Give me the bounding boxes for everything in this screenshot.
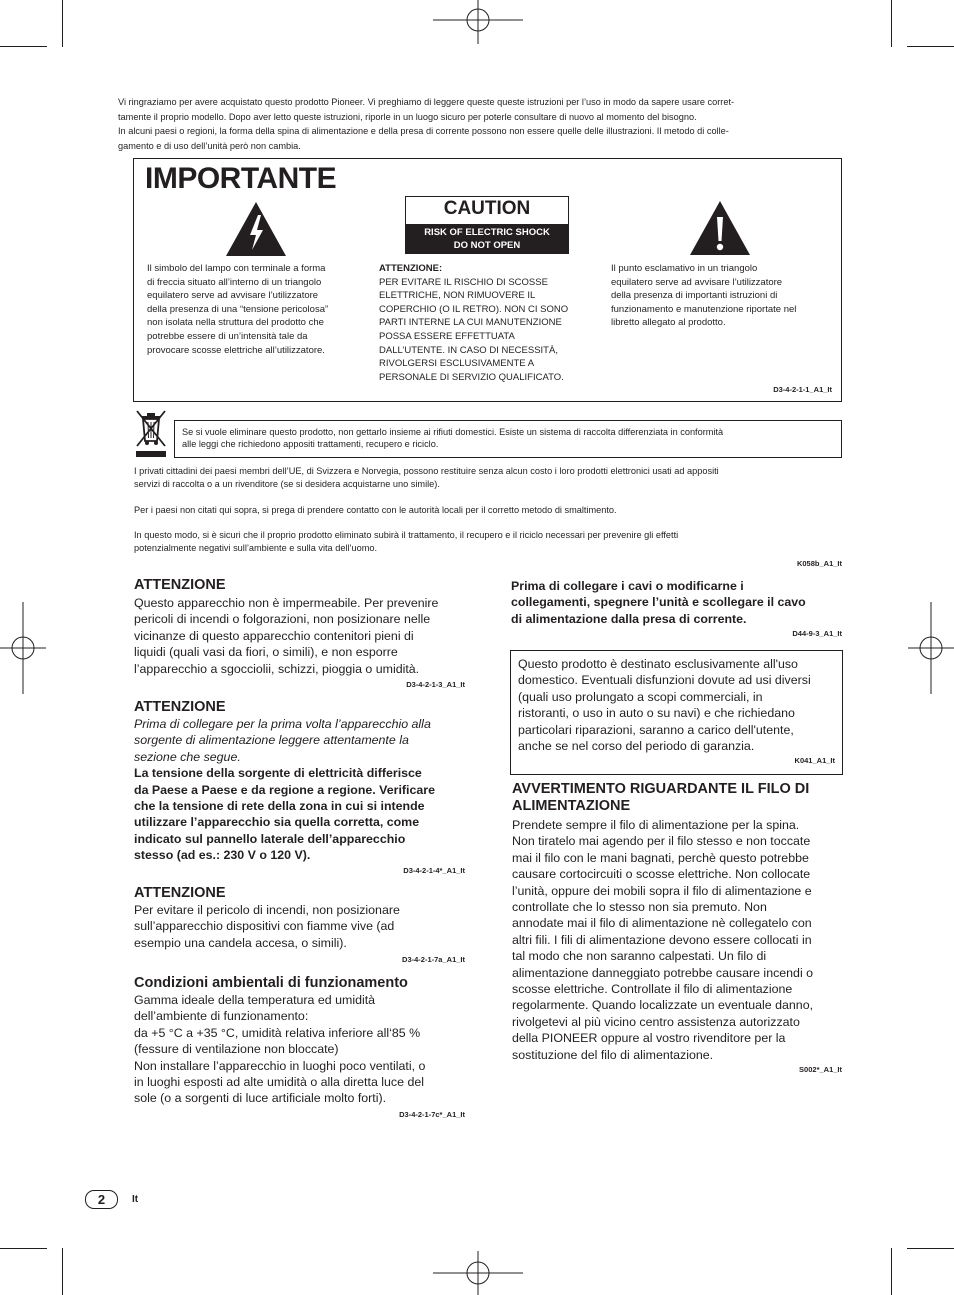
registration-mark-bottom [433, 1251, 523, 1295]
text-line: Prendete sempre il filo di alimentazione per la spina. [512, 818, 800, 832]
text-line: Prima di collegare per la prima volta l’apparecchio alla [134, 717, 431, 731]
text-line: Per i paesi non citati qui sopra, si prega di prendere contatto con le autorità locali per il corretto metodo di smaltimento. [134, 505, 617, 515]
text-line: alle leggi che richiedono appositi trattamenti, recupero e riciclo. [182, 438, 439, 449]
text-line: sorgente di alimentazione leggere attentamente la [134, 733, 409, 748]
crop-mark [891, 1248, 892, 1295]
text-line: DALL’UTENTE. IN CASO DI NECESSITÀ, [379, 344, 558, 356]
page-number: 2 [85, 1190, 118, 1209]
text-line: Il simbolo del lampo con terminale a forma [147, 263, 326, 274]
text-line: Questo apparecchio non è impermeabile. Per prevenire [134, 596, 439, 610]
crop-mark [62, 1248, 63, 1295]
text-line: stesso (ad es.: 230 V o 120 V). [134, 848, 311, 863]
text-line: l’apparecchio a sgocciolii, schizzi, pioggia o umidità. [134, 661, 420, 676]
title-line: ALIMENTAZIONE [512, 798, 631, 814]
lightning-warning-icon [225, 201, 287, 257]
crop-mark [0, 1248, 47, 1249]
text-line: (fessure di ventilazione non bloccate) [134, 1042, 339, 1057]
exclamation-warning-icon [689, 200, 751, 256]
text-line: Non tiratelo mai agendo per il filo stesso e non toccate [512, 834, 811, 849]
text-line: rivolgetevi al più vicino centro assistenza autorizzato [512, 1014, 800, 1029]
text-line: La tensione della sorgente di elettricità differisce [134, 766, 422, 781]
reference-code: D3-4-2-1-4*_A1_It [403, 866, 465, 875]
text-line: POSSA ESSERE EFFETTUATA [379, 330, 515, 342]
text-line: anche se nel corso del periodo di garanzia. [518, 739, 755, 754]
intro-line: tamente il proprio modello. Dopo aver letto queste istruzioni, riporle in un luogo sicuro per poterle consultare di nuovo al momento del bisogno. [118, 111, 697, 122]
text-line: della presenza di una “tensione pericolosa” [147, 303, 329, 315]
text-line: non isolata nella struttura del prodotto che [147, 317, 324, 329]
text-line: vicinanze di questo apparecchio contenitori pieni di [134, 628, 414, 643]
text-line: In questo modo, si è sicuri che il proprio prodotto eliminato subirà il trattamento, il recupero e il riciclo necessari per prevenire gli effetti [134, 530, 679, 540]
weee-notice-box [174, 420, 842, 458]
text-line: liquidi (quali vasi da fiori, o simili), e non esporre [134, 645, 398, 660]
text-line: libretto allegato al prodotto. [611, 317, 726, 329]
text-line: esempio una candela accesa, o simili). [134, 935, 347, 950]
text-line: PARTI INTERNE LA CUI MANUTENZIONE [379, 317, 562, 329]
text-line: provocare scosse elettriche all’utilizzatore. [147, 344, 325, 356]
reference-code: D44-9-3_A1_It [792, 629, 842, 638]
text-line: sezione che segue. [134, 749, 241, 764]
weee-paragraph-1 [134, 465, 844, 491]
lightning-description [147, 262, 367, 357]
intro-paragraph [118, 95, 860, 153]
text-line: tal modo che non saranno calpestati. Un filo di [512, 949, 767, 964]
reference-code: K041_A1_It [794, 756, 835, 765]
text-line: in luoghi esposti ad alte umidità o alla diretta luce del [134, 1075, 424, 1090]
text-line: Se si vuole eliminare questo prodotto, non gettarlo insieme ai rifiuti domestici. Esiste un sistema di raccolta differenziata in conformità [182, 427, 724, 437]
text-line: I privati cittadini dei paesi membri dell’UE, di Svizzera e Norvegia, possono restituire senza alcun costo i loro prodotti elettronici usati ad appositi [134, 466, 719, 476]
text-line: che la tensione di rete della zona in cui si intende [134, 799, 425, 814]
text-line: ristoranti, o uso in auto o su navi) e che richiedano [518, 706, 795, 721]
crop-mark [907, 1248, 954, 1249]
text-line: PERSONALE DI SERVIZIO QUALIFICATO. [379, 371, 564, 383]
reference-code: S002*_A1_It [799, 1065, 842, 1074]
text-line: potenzialmente negativi sull’ambiente e sulla vita dell’uomo. [134, 542, 378, 553]
text-line: sull’apparecchio dispositivi con fiamme vive (ad [134, 919, 395, 934]
section-title: ATTENZIONE [134, 699, 226, 715]
crop-mark [907, 46, 954, 47]
text-line: (quali uso prolungato a scopi commerciali, in [518, 689, 763, 704]
text-line: da +5 °C a +35 °C, umidità relativa inferiore all‘85 % [134, 1025, 421, 1040]
exclamation-description [611, 262, 836, 330]
text-line: regolarmente. Quando localizzate un eventuale danno, [512, 998, 814, 1013]
intro-line: Vi ringraziamo per avere acquistato questo prodotto Pioneer. Vi preghiamo di leggere queste queste istruzioni per l’uso in modo da sapere usare corret- [118, 97, 735, 107]
text-line: collegamenti, spegnere l’unità e scollegare il cavo [511, 595, 806, 610]
text-line: indicato sul pannello laterale dell’apparecchio [134, 831, 406, 846]
registration-mark-top [433, 0, 523, 45]
text-line: funzionamento e manutenzione riportate nel [611, 303, 797, 315]
text-line: l’unità, oppure dei mobili sopra il filo di alimentazione e [512, 883, 812, 898]
section-body [134, 595, 474, 677]
importante-title: IMPORTANTE [145, 162, 337, 195]
crossed-bin-icon [133, 408, 169, 460]
text-line: da Paese a Paese e da regione a regione. Verificare [134, 782, 435, 797]
text-line: altri fili. I fili di alimentazione devono essere collocati in [512, 932, 812, 947]
text-line: dell’ambiente di funzionamento: [134, 1009, 309, 1024]
domestic-use-box [510, 650, 843, 775]
disconnect-warning [511, 578, 851, 627]
section-title: ATTENZIONE [134, 885, 226, 901]
intro-line: gamento e di uso dell’unità però non cambia. [118, 140, 301, 151]
text-line: domestico. Eventuali disfunzioni dovute ad usi diversi [518, 673, 811, 688]
section-body [134, 716, 474, 864]
reference-code: D3-4-2-1-7c*_A1_It [399, 1110, 465, 1119]
text-line: particolari riparazioni, saranno a carico dell'utente, [518, 722, 794, 737]
text-line: di freccia situato all’interno di un triangolo [147, 276, 322, 288]
text-line: sostituzione del filo di alimentazione. [512, 1047, 714, 1062]
text-line: COPERCHIO (O IL RETRO). NON CI SONO [379, 303, 569, 315]
text-line: potrebbe essere di un’intensità tale da [147, 330, 308, 342]
section-title: ATTENZIONE [134, 577, 226, 593]
reference-code: D3-4-2-1-1_A1_It [773, 385, 832, 394]
text-line: PER EVITARE IL RISCHIO DI SCOSSE [379, 276, 548, 288]
text-line: della PIONEER oppure al vostro rivenditore per la [512, 1031, 786, 1046]
text-line: Prima di collegare i cavi o modificarne i [511, 579, 744, 593]
caution-label [405, 196, 569, 254]
text-line: Non installare l’apparecchio in luoghi poco ventilati, o [134, 1058, 426, 1073]
text-line: Per evitare il pericolo di incendi, non posizionare [134, 903, 400, 917]
section-title [512, 781, 847, 815]
text-line: pericoli di incendi o folgorazioni, non posizionare nelle [134, 612, 431, 627]
section-body [134, 902, 474, 951]
text-line: RIVOLGERSI ESCLUSIVAMENTE A [379, 358, 535, 370]
reference-code: D3-4-2-1-3_A1_It [406, 680, 465, 689]
text-line: servizi di raccolta o a un rivenditore (se si desidera acquistarne uno simile). [134, 478, 440, 489]
text-line: di alimentazione dalla presa di corrente. [511, 611, 747, 626]
section-body [518, 656, 834, 754]
text-line: ELETTRICHE, NON RIMUOVERE IL [379, 290, 536, 302]
crop-mark [891, 0, 892, 47]
caution-title: CAUTION [443, 198, 531, 219]
reference-code: D3-4-2-1-7a_A1_It [402, 955, 465, 964]
text-line: mai il filo con le mani bagnati, perchè questo potrebbe [512, 850, 809, 865]
text-line: Gamma ideale della temperatura ed umidità [134, 993, 376, 1007]
title-line: AVVERTIMENTO RIGUARDANTE IL FILO DI [512, 781, 810, 797]
section-body [512, 817, 852, 1063]
section-title: Condizioni ambientali di funzionamento [134, 975, 408, 991]
text-line: scosse elettriche. Controllate il filo di alimentazione [512, 982, 793, 997]
text-line: equilatero serve ad avvisare l’utilizzatore [611, 276, 783, 288]
text-line: sole (o a sorgenti di luce artificiale molto forti). [134, 1091, 387, 1106]
text-line: annodate mai il filo di alimentazione nè collegatelo con [512, 916, 812, 931]
caution-sub-line: DO NOT OPEN [453, 240, 521, 251]
reference-code: K058b_A1_It [796, 559, 842, 568]
text-line: alimentazione danneggiato potrebbe causare incendi o [512, 965, 814, 980]
crop-mark [0, 46, 47, 47]
caution-subtitle [406, 224, 568, 253]
text-line: controllate che lo stesso non sia premuto. Non [512, 900, 767, 915]
text-line: Questo prodotto è destinato esclusivamente all'uso [518, 657, 798, 671]
text-line: causare cortocircuiti o scosse elettriche. Non collocate [512, 867, 811, 882]
language-code: It [132, 1194, 139, 1205]
attenzione-description [379, 262, 604, 384]
weee-paragraph-3 [134, 529, 844, 555]
caution-sub-line: RISK OF ELECTRIC SHOCK [424, 227, 550, 238]
section-body [134, 992, 474, 1107]
weee-paragraph-2 [134, 504, 844, 517]
attenzione-heading: ATTENZIONE: [379, 263, 443, 274]
registration-mark-right [908, 602, 954, 694]
intro-line: In alcuni paesi o regioni, la forma della spina di alimentazione e della presa di corrente possono non essere quelle delle illustrazioni. Il metodo di colle- [118, 126, 729, 136]
registration-mark-left [0, 602, 46, 694]
text-line: della presenza di importanti istruzioni di [611, 290, 778, 302]
text-line: utilizzare l’apparecchio sia quella corretta, come [134, 815, 420, 830]
text-line: equilatero serve ad avvisare l’utilizzatore [147, 290, 319, 302]
text-line: Il punto esclamativo in un triangolo [611, 263, 758, 274]
crop-mark [62, 0, 63, 47]
